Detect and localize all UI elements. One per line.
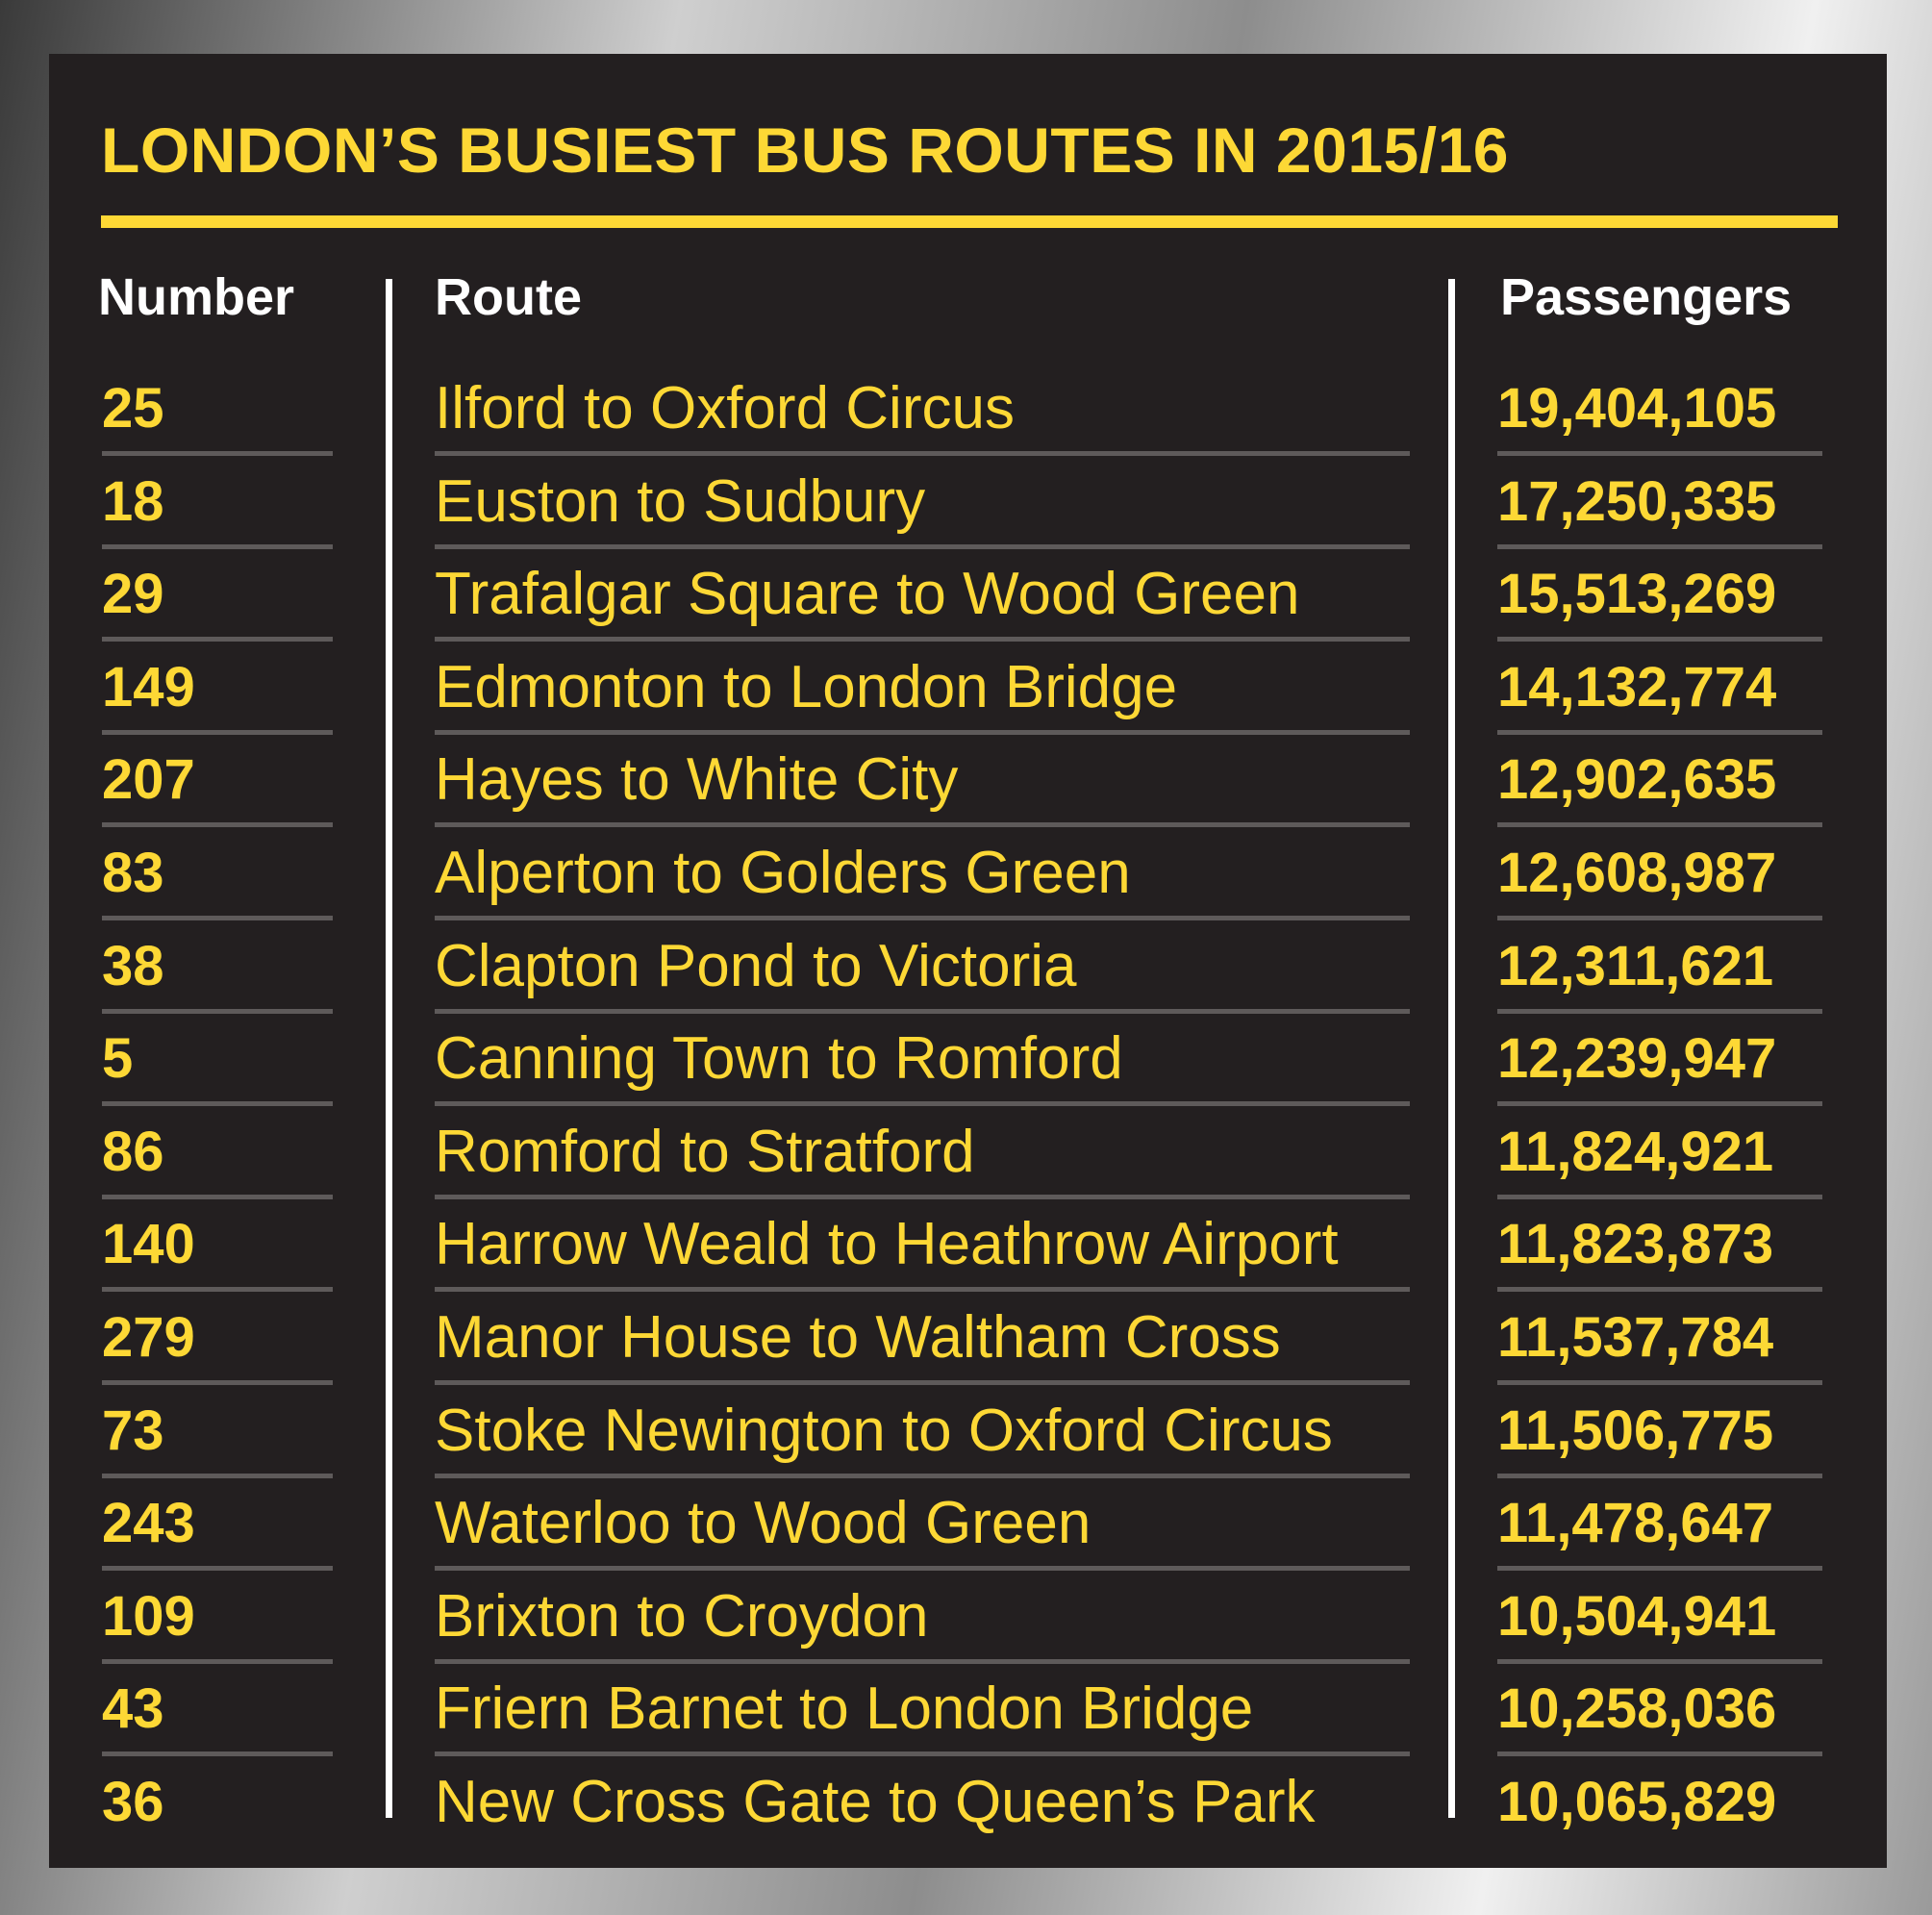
row-separator bbox=[102, 1474, 333, 1478]
row-separator bbox=[102, 916, 333, 920]
table-row bbox=[49, 1298, 1887, 1391]
passengers-cell: 11,478,647 bbox=[1497, 1492, 1774, 1555]
route-name-cell: Euston to Sudbury bbox=[435, 467, 926, 535]
route-number-cell: 38 bbox=[102, 934, 164, 997]
row-separator bbox=[435, 916, 1410, 920]
route-name-cell: Stoke Newington to Oxford Circus bbox=[435, 1397, 1333, 1464]
row-separator bbox=[1497, 1566, 1822, 1571]
row-separator bbox=[1497, 1474, 1822, 1478]
route-number-cell: 43 bbox=[102, 1677, 164, 1741]
row-separator bbox=[1497, 1009, 1822, 1014]
row-separator bbox=[102, 1566, 333, 1571]
table-row bbox=[49, 1669, 1887, 1762]
route-name-cell: Ilford to Oxford Circus bbox=[435, 375, 1015, 441]
row-separator bbox=[102, 637, 333, 642]
row-separator bbox=[102, 1751, 333, 1756]
route-name-cell: Waterloo to Wood Green bbox=[435, 1490, 1091, 1557]
passengers-cell: 10,258,036 bbox=[1497, 1677, 1777, 1741]
passengers-cell: 11,537,784 bbox=[1497, 1306, 1774, 1369]
row-separator bbox=[1497, 916, 1822, 920]
passengers-cell: 12,239,947 bbox=[1497, 1027, 1777, 1091]
row-separator bbox=[1497, 730, 1822, 735]
table-row bbox=[49, 833, 1887, 926]
route-number-cell: 279 bbox=[102, 1306, 195, 1369]
row-separator bbox=[435, 544, 1410, 549]
table-row bbox=[49, 1762, 1887, 1855]
route-number-cell: 149 bbox=[102, 655, 195, 718]
route-number-cell: 73 bbox=[102, 1398, 164, 1462]
table-row bbox=[49, 1391, 1887, 1484]
row-separator bbox=[435, 637, 1410, 642]
route-name-cell: Manor House to Waltham Cross bbox=[435, 1304, 1281, 1371]
column-header-route: Route bbox=[435, 268, 582, 326]
row-separator bbox=[435, 1751, 1410, 1756]
table-row bbox=[49, 1576, 1887, 1670]
row-separator bbox=[102, 1009, 333, 1014]
route-name-cell: Trafalgar Square to Wood Green bbox=[435, 561, 1300, 628]
row-separator bbox=[1497, 637, 1822, 642]
route-name-cell: Harrow Weald to Heathrow Airport bbox=[435, 1211, 1339, 1278]
row-separator bbox=[435, 451, 1410, 456]
row-separator bbox=[102, 1659, 333, 1664]
route-number-cell: 83 bbox=[102, 842, 164, 904]
row-separator bbox=[102, 1101, 333, 1106]
row-separator bbox=[1497, 1101, 1822, 1106]
route-number-cell: 5 bbox=[102, 1027, 134, 1091]
row-separator bbox=[435, 1380, 1410, 1385]
row-separator bbox=[1497, 1659, 1822, 1664]
row-separator bbox=[102, 822, 333, 827]
table-row bbox=[49, 368, 1887, 462]
route-name-cell: Hayes to White City bbox=[435, 746, 959, 814]
table-row bbox=[49, 926, 1887, 1020]
passengers-cell: 10,504,941 bbox=[1497, 1584, 1777, 1648]
route-number-cell: 25 bbox=[102, 377, 164, 440]
table-body bbox=[49, 54, 1887, 1868]
row-separator bbox=[435, 1474, 1410, 1478]
row-separator bbox=[435, 1009, 1410, 1014]
table-panel bbox=[49, 54, 1887, 1868]
row-separator bbox=[435, 1566, 1410, 1571]
chart-title: LONDON’S BUSIEST BUS ROUTES IN 2015/16 bbox=[101, 114, 1510, 186]
row-separator bbox=[1497, 822, 1822, 827]
passengers-cell: 11,506,775 bbox=[1497, 1398, 1774, 1462]
passengers-cell: 12,608,987 bbox=[1497, 842, 1777, 904]
row-separator bbox=[1497, 1287, 1822, 1292]
route-name-cell: Romford to Stratford bbox=[435, 1118, 975, 1185]
row-separator bbox=[1497, 544, 1822, 549]
row-separator bbox=[102, 1380, 333, 1385]
route-number-cell: 140 bbox=[102, 1213, 195, 1276]
row-separator bbox=[1497, 451, 1822, 456]
route-name-cell: Alperton to Golders Green bbox=[435, 840, 1131, 906]
passengers-cell: 12,902,635 bbox=[1497, 748, 1777, 812]
passengers-cell: 10,065,829 bbox=[1497, 1771, 1777, 1833]
passengers-cell: 19,404,105 bbox=[1497, 377, 1777, 440]
route-name-cell: Edmonton to London Bridge bbox=[435, 653, 1178, 720]
route-name-cell: Canning Town to Romford bbox=[435, 1025, 1123, 1093]
route-number-cell: 86 bbox=[102, 1120, 164, 1183]
table-row bbox=[49, 1112, 1887, 1205]
table-row bbox=[49, 462, 1887, 555]
route-number-cell: 29 bbox=[102, 563, 164, 626]
row-separator bbox=[102, 730, 333, 735]
route-name-cell: Brixton to Croydon bbox=[435, 1582, 929, 1650]
route-number-cell: 243 bbox=[102, 1492, 195, 1555]
row-separator bbox=[102, 1287, 333, 1292]
route-number-cell: 109 bbox=[102, 1584, 195, 1648]
route-number-cell: 36 bbox=[102, 1771, 164, 1833]
passengers-cell: 11,823,873 bbox=[1497, 1213, 1774, 1276]
row-separator bbox=[435, 822, 1410, 827]
row-separator bbox=[1497, 1751, 1822, 1756]
route-number-cell: 18 bbox=[102, 469, 164, 533]
row-separator bbox=[1497, 1380, 1822, 1385]
row-separator bbox=[435, 1287, 1410, 1292]
row-separator bbox=[102, 544, 333, 549]
row-separator bbox=[435, 1659, 1410, 1664]
column-header-number: Number bbox=[98, 268, 295, 326]
row-separator bbox=[435, 1195, 1410, 1199]
column-header-passengers: Passengers bbox=[1500, 268, 1793, 326]
row-separator bbox=[1497, 1195, 1822, 1199]
table-row bbox=[49, 554, 1887, 647]
table-row bbox=[49, 1204, 1887, 1298]
route-name-cell: New Cross Gate to Queen’s Park bbox=[435, 1769, 1316, 1835]
row-separator bbox=[102, 451, 333, 456]
table-row bbox=[49, 1483, 1887, 1576]
passengers-cell: 11,824,921 bbox=[1497, 1120, 1774, 1183]
row-separator bbox=[102, 1195, 333, 1199]
route-name-cell: Friern Barnet to London Bridge bbox=[435, 1676, 1254, 1743]
row-separator bbox=[435, 730, 1410, 735]
passengers-cell: 15,513,269 bbox=[1497, 563, 1777, 626]
table-row bbox=[49, 740, 1887, 833]
table-row bbox=[49, 1019, 1887, 1112]
route-name-cell: Clapton Pond to Victoria bbox=[435, 932, 1077, 999]
passengers-cell: 14,132,774 bbox=[1497, 655, 1777, 718]
route-number-cell: 207 bbox=[102, 748, 195, 812]
passengers-cell: 12,311,621 bbox=[1497, 934, 1774, 997]
passengers-cell: 17,250,335 bbox=[1497, 469, 1777, 533]
row-separator bbox=[435, 1101, 1410, 1106]
table-row bbox=[49, 647, 1887, 741]
